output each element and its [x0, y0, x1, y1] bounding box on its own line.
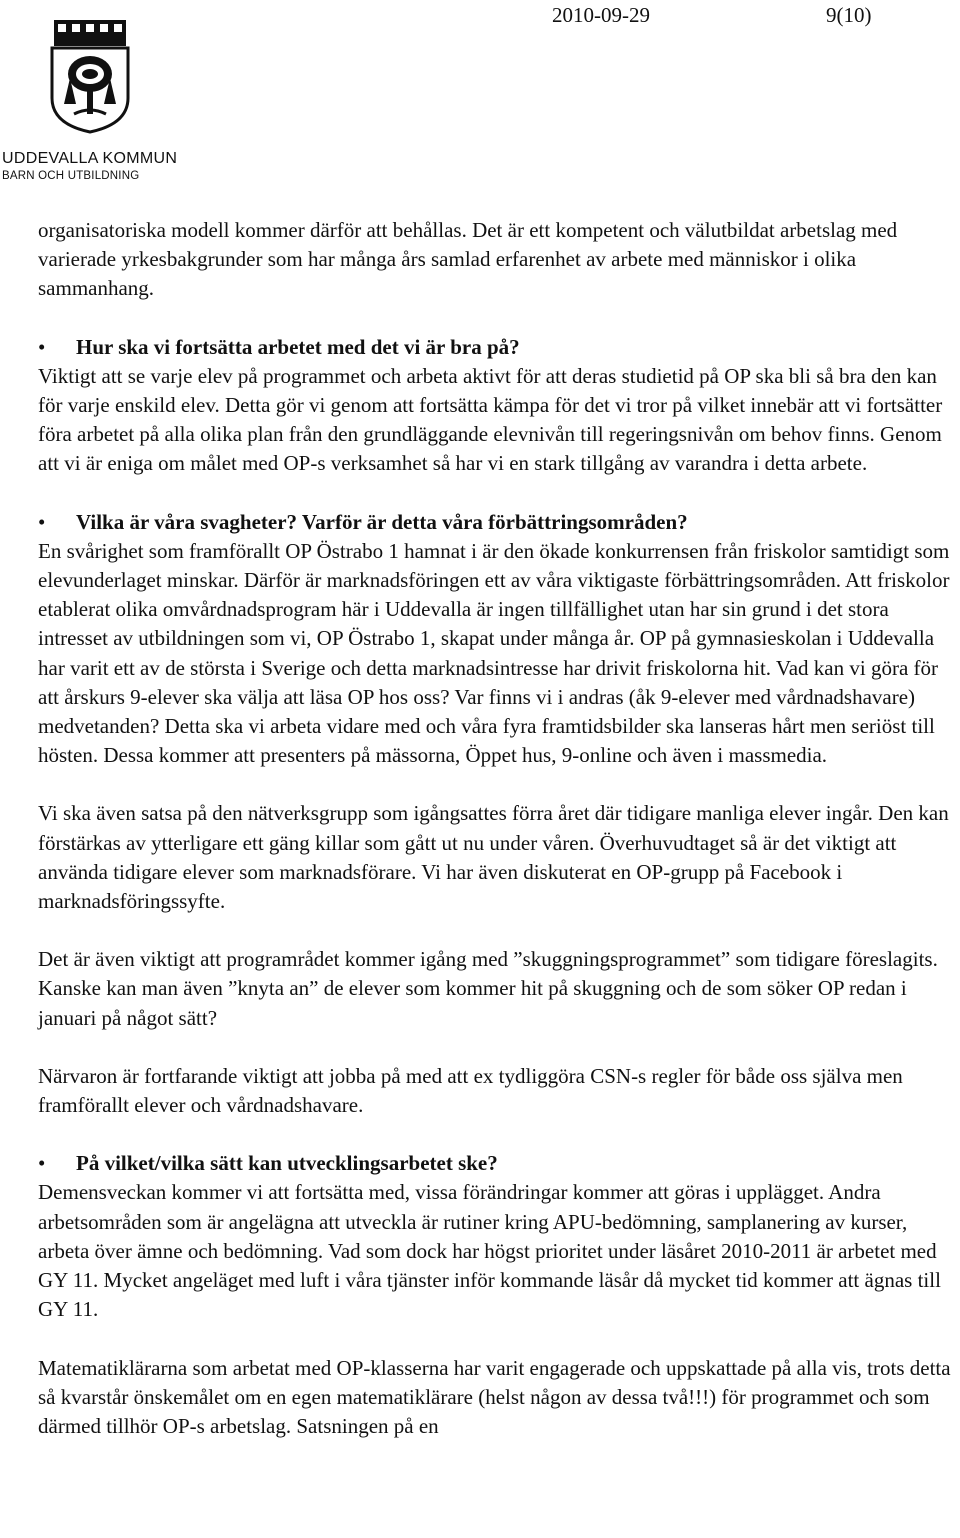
- municipality-logo: [0, 18, 200, 190]
- paragraph: Matematiklärarna som arbetat med OP-klasserna har varit engagerade och uppskattade på alla vis, trots detta så kvarstår önskemålet om en egen matematiklärare (helst någon av dessa två!!!) för programmet och som därmed tillhör OP-s arbetslag. Satsningen på en: [38, 1355, 951, 1438]
- paragraph: Viktigt att se varje elev på programmet och arbeta aktivt för att deras studietid på OP ska bli så bra den kan för varje enskild elev. Detta gör vi genom att fortsätta kämpa för det vi tror på vilket innebär att vi fortsätter föra arbetet på alla olika plan från den grundläggande elevnivån till regeringsnivån om behov finns. Genom att vi är eniga om målet med OP-s verksamhet så har vi en stark tillgång av varandra i detta arbete.: [38, 363, 943, 476]
- coat-of-arms-icon: [44, 18, 136, 134]
- heading-text: På vilket/vilka sätt kan utvecklingsarbetet ske?: [76, 1151, 498, 1176]
- document-date: 2010-09-29: [552, 3, 650, 27]
- document-body: [38, 216, 958, 1441]
- department-name: BARN OCH UTBILDNING: [2, 170, 140, 182]
- page-number: 9(10): [826, 3, 872, 27]
- paragraph: Demensveckan kommer vi att fortsätta med, vissa förändringar kommer att göras i upplägget. Andra arbetsområden som är angelägna att utveckla är rutiner kring APU-bedömning, samplanering av kurser, arbeta över ämne och bedömning. Vad som dock har högst prioritet under läsåret 2010-2011 är arbetet med GY 11. Mycket angeläget med luft i våra tjänster inför kommande läsår då mycket tid kommer att ägnas till GY 11.: [38, 1180, 941, 1322]
- section-heading: [38, 333, 958, 362]
- paragraph: En svårighet som framförallt OP Östrabo 1 hamnat i är den ökade konkurrensen från friskolor samtidigt som elevunderlaget minskar. Därför är marknadsföringen ett av våra viktigaste förbättringsområden. Att friskolor etablerat olika omvårdnadsprogram här i Uddevalla är ingen tillfällighet utan har sin grund i det stora intresset av utbildningen som vi, OP Östrabo 1, skapat under många år. OP på gymnasieskolan i Uddevalla har varit ett av de största i Sverige och detta marknadsintresse har drivit friskolorna hit. Vad kan vi göra för att årskurs 9-elever ska välja att läsa OP hos oss? Var finns vi i andras (åk 9-elever med vårdnadshavare) medvetanden? Detta ska vi arbeta vidare med och våra fyra framtidsbilder ska lanseras hårt men seriöst till hösten. Dessa kommer att presenters på mässorna, Öppet hus, 9-online och även i massmedia.: [38, 538, 950, 768]
- section-heading: [38, 1149, 958, 1178]
- paragraph: organisatoriska modell kommer därför att behållas. Det är ett kompetent och välutbildat arbetslag med varierade yrkesbakgrunder som har många års samlad erfarenhet av arbete med människor i olika sammanhang.: [38, 218, 898, 301]
- heading-text: Vilka är våra svagheter? Varför är detta våra förbättringsområden?: [76, 509, 688, 534]
- section-heading: [38, 508, 958, 537]
- bullet-icon: •: [38, 509, 46, 534]
- paragraph: Närvaron är fortfarande viktigt att jobba på med att ex tydliggöra CSN-s regler för både oss själva men framförallt elever och vårdnadshavare.: [38, 1063, 903, 1118]
- bullet-icon: •: [38, 1151, 46, 1176]
- paragraph: Det är även viktigt att programrådet kommer igång med ”skuggningsprogrammet” som tidigare föreslagits. Kanske kan man även ”knyta an” de elever som kommer hit på skuggning och de som söker OP redan i januari på något sätt?: [38, 947, 938, 1030]
- heading-text: Hur ska vi fortsätta arbetet med det vi är bra på?: [76, 334, 520, 359]
- bullet-icon: •: [38, 334, 46, 359]
- organization-name: UDDEVALLA KOMMUN: [2, 150, 178, 167]
- paragraph: Vi ska även satsa på den nätverksgrupp som igångsattes förra året där tidigare manliga elever ingår. Den kan förstärkas av ytterligare ett gäng killar som gått ut nu under våren. Överhuvudtaget så är det viktigt att använda tidigare elever som marknadsförare. Vi har även diskuterat en OP-grupp på Facebook i marknadsföringssyfte.: [38, 801, 949, 914]
